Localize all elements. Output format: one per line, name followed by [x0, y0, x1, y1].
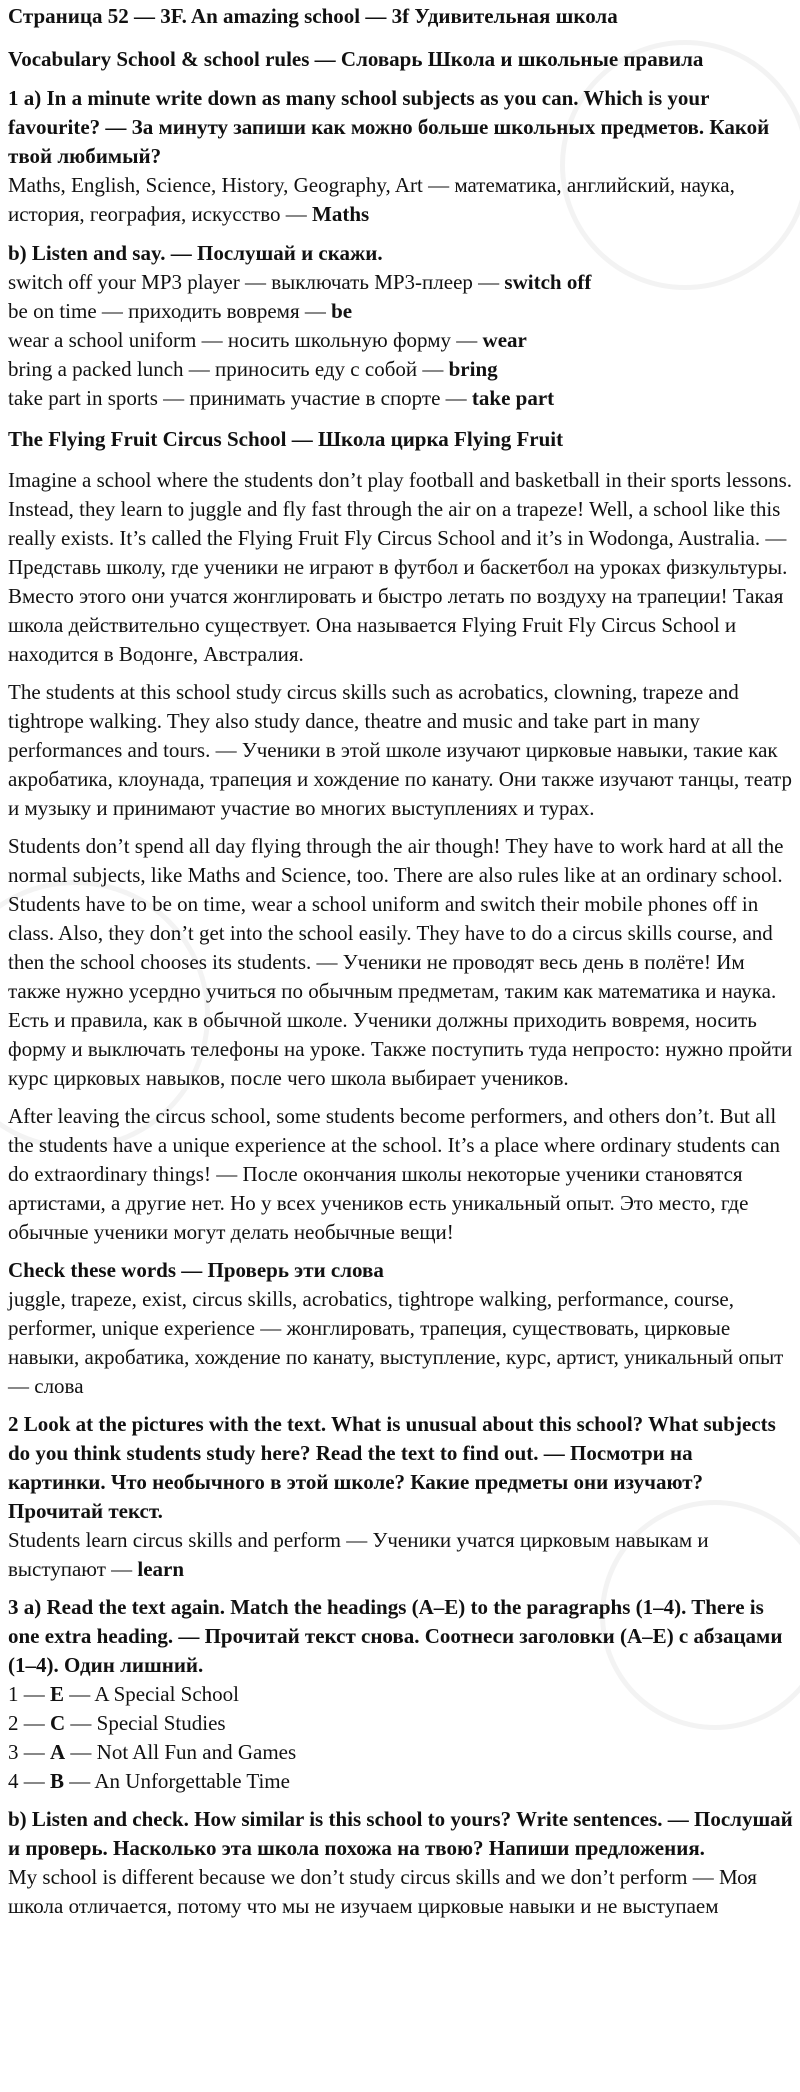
match-line: [8, 1709, 794, 1738]
paragraph-2: The students at this school study circus skills such as acrobatics, clowning, trapeze and tightrope walking. They also study dance, theatre and music and take part in many performances and tours. — Ученики в этой школе изучают цирковые навыки, такие как акробатика, клоунада, трапеция и хождение по канату. Они также изучают танцы, театр и музыку и принимают участие во многих выступлениях и турах.: [8, 680, 792, 820]
match-line: [8, 1767, 794, 1796]
match-number: 1 —: [8, 1682, 50, 1706]
vocab-bold: take part: [471, 386, 555, 410]
vocabulary-heading: Vocabulary School & school rules — Словарь Школа и школьные правила: [8, 47, 704, 71]
exercise-3a-task: 3 a) Read the text again. Match the headings (A–E) to the paragraphs (1–4). There is one extra heading. — Прочитай текст снова. Соотнеси заголовки (A–E) с абзацами (1–4). Один лишний.: [8, 1595, 783, 1677]
vocab-bold: wear: [482, 328, 527, 352]
match-line: [8, 1738, 794, 1767]
vocab-text: bring a packed lunch — приносить еду с собой —: [8, 357, 449, 381]
exercise-1b-task: b) Listen and say. — Послушай и скажи.: [8, 241, 383, 265]
answer-text: Students learn circus skills and perform — Ученики учатся цирковым навыкам и выступают —: [8, 1528, 709, 1581]
match-letter: B: [50, 1769, 65, 1793]
exercise-2-task: 2 Look at the pictures with the text. What is unusual about this school? What subjects do you think students study here? Read the text to find out. — Посмотри на картинки. Что необычного в этой школе? Какие предметы они изучают? Прочитай текст.: [8, 1412, 776, 1523]
match-number: 3 —: [8, 1740, 50, 1764]
vocab-line: [8, 384, 794, 413]
exercise-3b-task: b) Listen and check. How similar is this school to yours? Write sentences. — Послушай и проверь. Насколько эта школа похожа на твою? Напиши предложения.: [8, 1807, 793, 1860]
match-letter: A: [50, 1740, 66, 1764]
exercise-1a-task: 1 a) In a minute write down as many school subjects as you can. Which is your favourite? — За минуту запиши как можно больше школьных предметов. Какой твой любимый?: [8, 86, 770, 168]
answer-bold: learn: [137, 1557, 185, 1581]
check-words-list: juggle, trapeze, exist, circus skills, acrobatics, tightrope walking, performance, course, performer, unique experience — жонглировать, трапеция, существовать, цирковые навыки, акробатика, хождение по канату, выступление, курс, артист, уникальный опыт — слова: [8, 1287, 784, 1398]
answer-bold: Maths: [312, 202, 370, 226]
match-heading: — Not All Fun and Games: [65, 1740, 297, 1764]
vocab-bold: bring: [448, 357, 498, 381]
exercise-1a-answer: [8, 171, 794, 229]
answer-text: Maths, English, Science, History, Geography, Art — математика, английский, наука, история, география, искусство —: [8, 173, 735, 226]
match-heading: — Special Studies: [65, 1711, 226, 1735]
exercise-3b-answer: My school is different because we don’t study circus skills and we don’t perform — Моя школа отличается, потому что мы не изучаем цирковые навыки и не выступаем: [8, 1865, 757, 1918]
vocab-bold: be: [331, 299, 353, 323]
exercise-2-answer: [8, 1526, 794, 1584]
text-title: The Flying Fruit Circus School — Школа цирка Flying Fruit: [8, 427, 564, 451]
vocab-line: [8, 297, 794, 326]
paragraph-4: After leaving the circus school, some students become performers, and others don’t. But all the students have a unique experience at the school. It’s a place where ordinary students can do extraordinary things! — После окончания школы некоторые ученики становятся артистами, а другие нет. Но у всех учеников есть уникальный опыт. Это место, где обычные ученики могут делать необычные вещи!: [8, 1104, 781, 1244]
match-heading: — A Special School: [64, 1682, 240, 1706]
vocab-text: wear a school uniform — носить школьную форму —: [8, 328, 483, 352]
paragraph-1: Imagine a school where the students don’t play football and basketball in their sports lessons. Instead, they learn to juggle and fly fast through the air on a trapeze! Well, a school like this really exists. It’s called the Flying Fruit Fly Circus School and it’s in Wodonga, Australia. — Представь школу, где ученики не играют в футбол и баскетбол на уроках физкультуры. Вместо этого они учатся жонглировать и быстро летать по воздуху на трапеции! Такая школа действительно существует. Она называется Flying Fruit Fly Circus School и находится в Водонге, Австралия.: [8, 468, 793, 666]
vocab-bold: switch off: [504, 270, 592, 294]
match-letter: C: [50, 1711, 66, 1735]
vocab-text: switch off your MP3 player — выключать MP3-плеер —: [8, 270, 505, 294]
paragraph-3: Students don’t spend all day flying through the air though! They have to work hard at all the normal subjects, like Maths and Science, too. There are also rules like at an ordinary school. Students have to be on time, wear a school uniform and switch their mobile phones off in class. Also, they don’t get into the school easily. They have to do a circus skills course, and then the school chooses its students. — Ученики не проводят весь день в полёте! Им также нужно усердно учиться по обычным предметам, таким как математика и наука. Есть и правила, как в обычной школе. Ученики должны приходить вовремя, носить форму и выключать телефоны на уроке. Также поступить туда непросто: нужно пройти курс цирковых навыков, после чего школа выбирает учеников.: [8, 834, 793, 1090]
vocab-text: be on time — приходить вовремя —: [8, 299, 332, 323]
match-heading: — An Unforgettable Time: [64, 1769, 290, 1793]
vocab-line: [8, 326, 794, 355]
page-title: Страница 52 — 3F. An amazing school — 3f Удивительная школа: [8, 4, 618, 28]
vocab-line: [8, 268, 794, 297]
vocab-text: take part in sports — принимать участие в спорте —: [8, 386, 472, 410]
page: [8, 0, 794, 1921]
match-number: 4 —: [8, 1769, 50, 1793]
match-letter: E: [50, 1682, 65, 1706]
check-words-heading: Check these words — Проверь эти слова: [8, 1258, 384, 1282]
match-number: 2 —: [8, 1711, 50, 1735]
match-line: [8, 1680, 794, 1709]
vocab-line: [8, 355, 794, 384]
